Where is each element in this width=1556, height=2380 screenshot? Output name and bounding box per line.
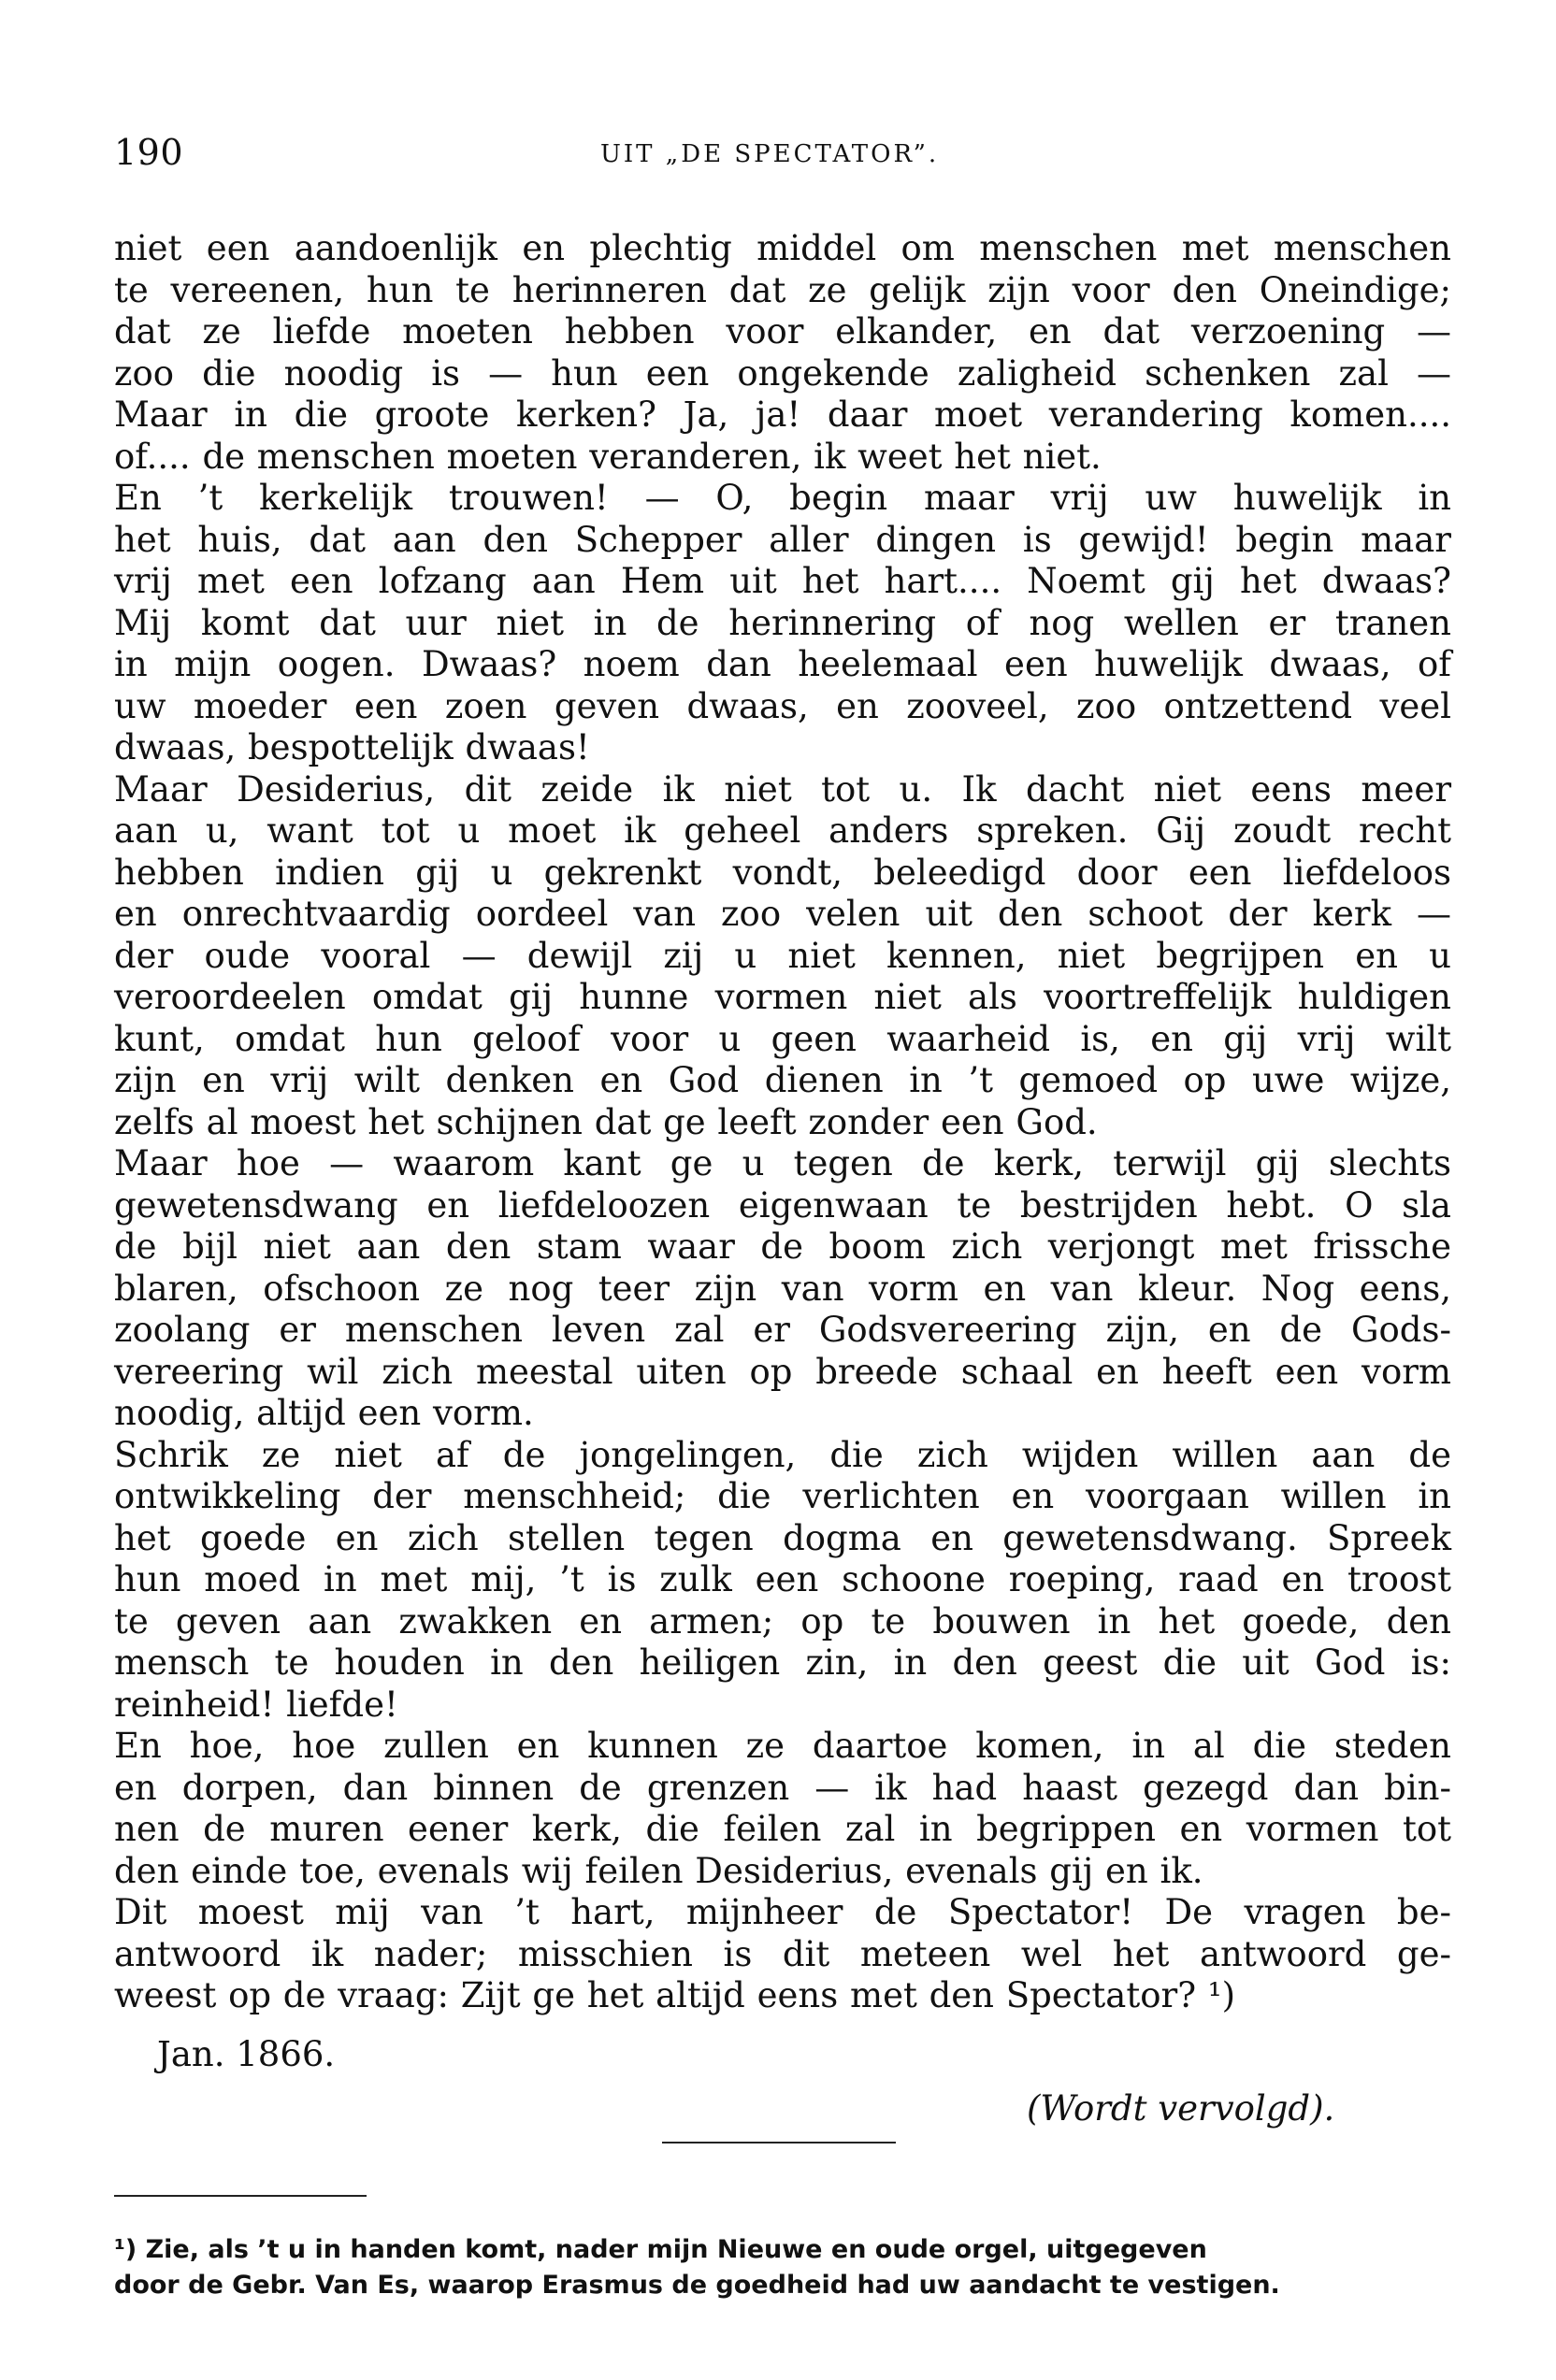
text-line: niet een aandoenlijk en plechtig middel om menschen met menschen [114, 228, 1451, 268]
body-text [114, 228, 1451, 2017]
footnote-line: ¹) Zie, als ’t u in handen komt, nader mijn Nieuwe en oude orgel, uitgegeven [114, 2235, 1207, 2264]
text-line: Maar Desiderius, dit zeide ik niet tot u. Ik dacht niet eens meer [114, 768, 1451, 810]
text-line: en onrechtvaardig oordeel van zoo velen uit den schoot der kerk — [114, 894, 1451, 934]
continued-note: (Wordt vervolgd). [1027, 2088, 1335, 2129]
footnote-divider [114, 2195, 367, 2197]
text-line: te vereenen, hun te herinneren dat ze gelijk zijn voor den Oneindige; [114, 269, 1451, 310]
text-line: blaren, ofschoon ze nog teer zijn van vorm en van kleur. Nog eens, [114, 1268, 1451, 1309]
text-line: veroordeelen omdat gij hunne vormen niet als voortreffelijk huldigen [114, 977, 1451, 1017]
text-line: zoolang er menschen leven zal er Godsvereering zijn, en de Gods- [114, 1310, 1451, 1350]
text-line: reinheid! liefde! [114, 1684, 398, 1725]
text-line: den einde toe, evenals wij feilen Desiderius, evenals gij en ik. [114, 1850, 1203, 1891]
text-line: dwaas, bespottelijk dwaas! [114, 727, 590, 767]
text-line: zoo die noodig is — hun een ongekende zaligheid schenken zal — [114, 352, 1451, 394]
text-line: Mij komt dat uur niet in de herinnering of nog wellen er tranen [114, 602, 1451, 643]
section-divider [662, 2142, 896, 2143]
text-line: vereering wil zich meestal uiten op breede schaal en heeft een vorm [114, 1351, 1451, 1392]
footnote-line: door de Gebr. Van Es, waarop Erasmus de goedheid had uw aandacht te vestigen. [114, 2271, 1280, 2300]
text-line: mensch te houden in den heiligen zin, in den geest die uit God is: [114, 1642, 1451, 1683]
text-line: en dorpen, dan binnen de grenzen — ik had haast gezegd dan bin- [114, 1767, 1451, 1808]
text-line: te geven aan zwakken en armen; op te bouwen in het goede, den [114, 1600, 1451, 1642]
text-line: ontwikkeling der menschheid; die verlichten en voorgaan willen in [114, 1476, 1451, 1516]
text-line: noodig, altijd een vorm. [114, 1393, 534, 1433]
text-line: gewetensdwang en liefdeloozen eigenwaan te bestrijden hebt. O sla [114, 1184, 1451, 1226]
page-number: 190 [114, 132, 184, 173]
text-line: hun moed in met mij, ’t is zulk een schoone roeping, raad en troost [114, 1559, 1451, 1599]
text-line: kunt, omdat hun geloof voor u geen waarheid is, en gij vrij wilt [114, 1018, 1451, 1059]
footnote [114, 2232, 1451, 2303]
text-line: Schrik ze niet af de jongelingen, die zich wijden willen aan de [114, 1434, 1451, 1475]
page-header [114, 131, 1442, 174]
text-line: het huis, dat aan den Schepper aller dingen is gewijd! begin maar [114, 519, 1451, 560]
text-line: vrij met een lofzang aan Hem uit het hart.... Noemt gij het dwaas? [114, 561, 1451, 601]
text-line: het goede en zich stellen tegen dogma en gewetensdwang. Spreek [114, 1517, 1451, 1558]
text-line: Dit moest mij van ’t hart, mijnheer de Spectator! De vragen be- [114, 1892, 1451, 1932]
text-line: nen de muren eener kerk, die feilen zal in begrippen en vormen tot [114, 1809, 1451, 1849]
text-line: En hoe, hoe zullen en kunnen ze daartoe komen, in al die steden [114, 1726, 1451, 1766]
text-line: uw moeder een zoen geven dwaas, en zooveel, zoo ontzettend veel [114, 685, 1451, 726]
text-line: dat ze liefde moeten hebben voor elkander, en dat verzoening — [114, 311, 1451, 351]
text-line: zelfs al moest het schijnen dat ge leeft zonder een God. [114, 1101, 1098, 1142]
text-line: weest op de vraag: Zijt ge het altijd eens met den Spectator? ¹) [114, 1975, 1236, 2015]
text-line: in mijn oogen. Dwaas? noem dan heelemaal een huwelijk dwaas, of [114, 644, 1451, 684]
text-line: En ’t kerkelijk trouwen! — O, begin maar vrij uw huwelijk in [114, 478, 1451, 518]
letter-date: Jan. 1866. [157, 2034, 336, 2074]
text-line: der oude vooral — dewijl zij u niet kennen, niet begrijpen en u [114, 935, 1451, 976]
text-line: Maar in die groote kerken? Ja, ja! daar moet verandering komen.... [114, 394, 1451, 435]
text-line: antwoord ik nader; misschien is dit meteen wel het antwoord ge- [114, 1933, 1451, 1974]
text-line: aan u, want tot u moet ik geheel anders spreken. Gij zoudt recht [114, 810, 1451, 851]
text-line: Maar hoe — waarom kant ge u tegen de kerk, terwijl gij slechts [114, 1143, 1451, 1183]
text-line: de bijl niet aan den stam waar de boom zich verjongt met frissche [114, 1226, 1451, 1267]
running-head: UIT „DE SPECTATOR”. [600, 140, 940, 168]
text-line: zijn en vrij wilt denken en God dienen in ’t gemoed op uwe wijze, [114, 1060, 1451, 1100]
text-line: of.... de menschen moeten veranderen, ik weet het niet. [114, 436, 1102, 477]
text-line: hebben indien gij u gekrenkt vondt, beleedigd door een liefdeloos [114, 852, 1451, 893]
